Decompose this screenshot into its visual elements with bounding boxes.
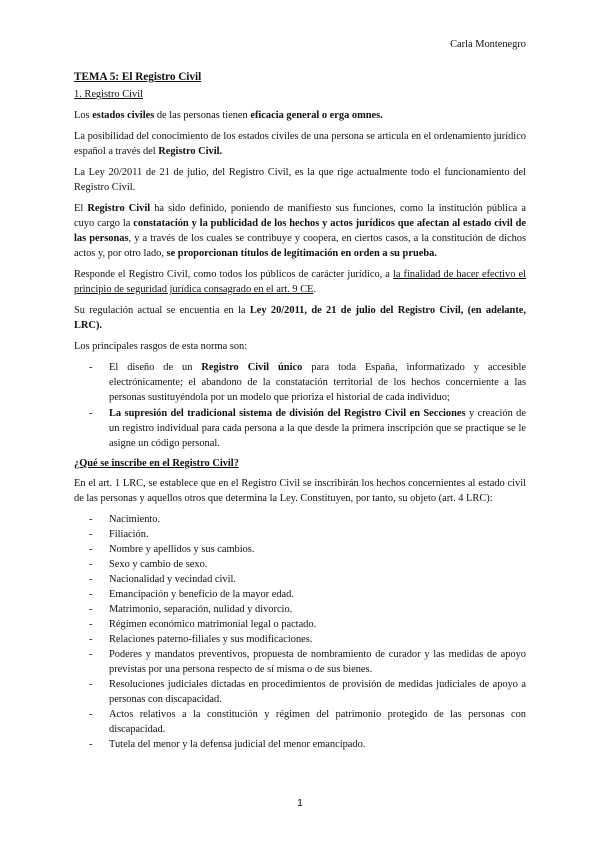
- list-item: - Nombre y apellidos y sus cambios.: [74, 542, 526, 557]
- list-item: - El diseño de un Registro Civil único para toda España, informatizado y accesible electrónicamente; el abandono de la constatación territorial de los hechos concerniente a las personas sustituyéndola por un modelo que prioriza el historial de cada individuo;: [74, 360, 526, 405]
- page-title: TEMA 5: El Registro Civil: [74, 71, 202, 83]
- question-heading: ¿Qué se inscribe en el Registro Civil?: [74, 458, 239, 469]
- features-list: [74, 360, 526, 451]
- list-item: - Nacionalidad y vecindad civil.: [74, 572, 526, 587]
- page-number: 1: [297, 798, 303, 809]
- list-item: - Nacimiento.: [74, 512, 526, 527]
- list-item: - Tutela del menor y la defensa judicial del menor emancipado.: [74, 737, 526, 752]
- paragraph-regulacion: Su regulación actual se encuentia en la Ley 20/2011, de 21 de julio del Registro Civil, (en adelante, LRC).: [74, 305, 526, 331]
- paragraph-rasgos-intro: Los principales rasgos de esta norma son:: [74, 341, 248, 352]
- list-item: - Emancipación y beneficio de la mayor edad.: [74, 587, 526, 602]
- paragraph-estados-civiles: Los estados civiles de las personas tienen eficacia general o erga omnes.: [74, 110, 383, 121]
- paragraph-objeto: En el art. 1 LRC, se establece que en el Registro Civil se inscribirán los hechos concernientes al estado civil de las personas y aquellos otros que determina la Ley. Constituyen, por tanto, su objeto (art. 4 LRC):: [74, 478, 526, 504]
- paragraph-conocimiento: La posibilidad del conocimiento de los estados civiles de una persona se articula en el ordenamiento jurídico español a través del Registro Civil.: [74, 131, 526, 157]
- paragraph-finalidad: Responde el Registro Civil, como todos los públicos de carácter jurídico, a la finalidad de hacer efectivo el principio de seguridad jurídica consagrado en el art. 9 CE.: [74, 269, 526, 295]
- list-item: - Sexo y cambio de sexo.: [74, 557, 526, 572]
- list-item: - Resoluciones judiciales dictadas en procedimientos de provisión de medidas judiciales de apoyo a personas con discapacidad.: [74, 677, 526, 707]
- list-item: - Régimen económico matrimonial legal o pactado.: [74, 617, 526, 632]
- paragraph-definicion: El Registro Civil ha sido definido, poniendo de manifiesto sus funciones, como la institución pública a cuyo cargo la constatación y la publicidad de los hechos y actos jurídicos que afectan al estado civil de las personas, y a través de los cuales se contribuye y coopera, en ciertos casos, a la constitución de dichos actos y, por otro lado, se proporcionan títulos de legitimación en orden a su prueba.: [74, 203, 527, 259]
- list-item: - La supresión del tradicional sistema de división del Registro Civil en Secciones y creación de un registro individual para cada persona a la que desde la primera inscripción que se practique se le asigne un código personal.: [74, 406, 526, 451]
- document-body: [74, 70, 526, 757]
- list-item: - Relaciones paterno-filiales y sus modificaciones.: [74, 632, 526, 647]
- list-item: - Filiación.: [74, 527, 526, 542]
- list-item: - Matrimonio, separación, nulidad y divorcio.: [74, 602, 526, 617]
- list-item: - Poderes y mandatos preventivos, propuesta de nombramiento de curador y las medidas de apoyo previstas por una persona respecto de sí misma o de sus bienes.: [74, 647, 526, 677]
- author-name: Carla Montenegro: [450, 39, 526, 50]
- section-heading: 1. Registro Civil: [74, 89, 143, 100]
- list-item: - Actos relativos a la constitución y régimen del patrimonio protegido de las personas con discapacidad.: [74, 707, 526, 737]
- paragraph-ley: La Ley 20/2011 de 21 de julio, del Registro Civil, es la que rige actualmente todo el funcionamiento del Registro Civil.: [74, 167, 526, 193]
- inscription-list: [74, 512, 526, 752]
